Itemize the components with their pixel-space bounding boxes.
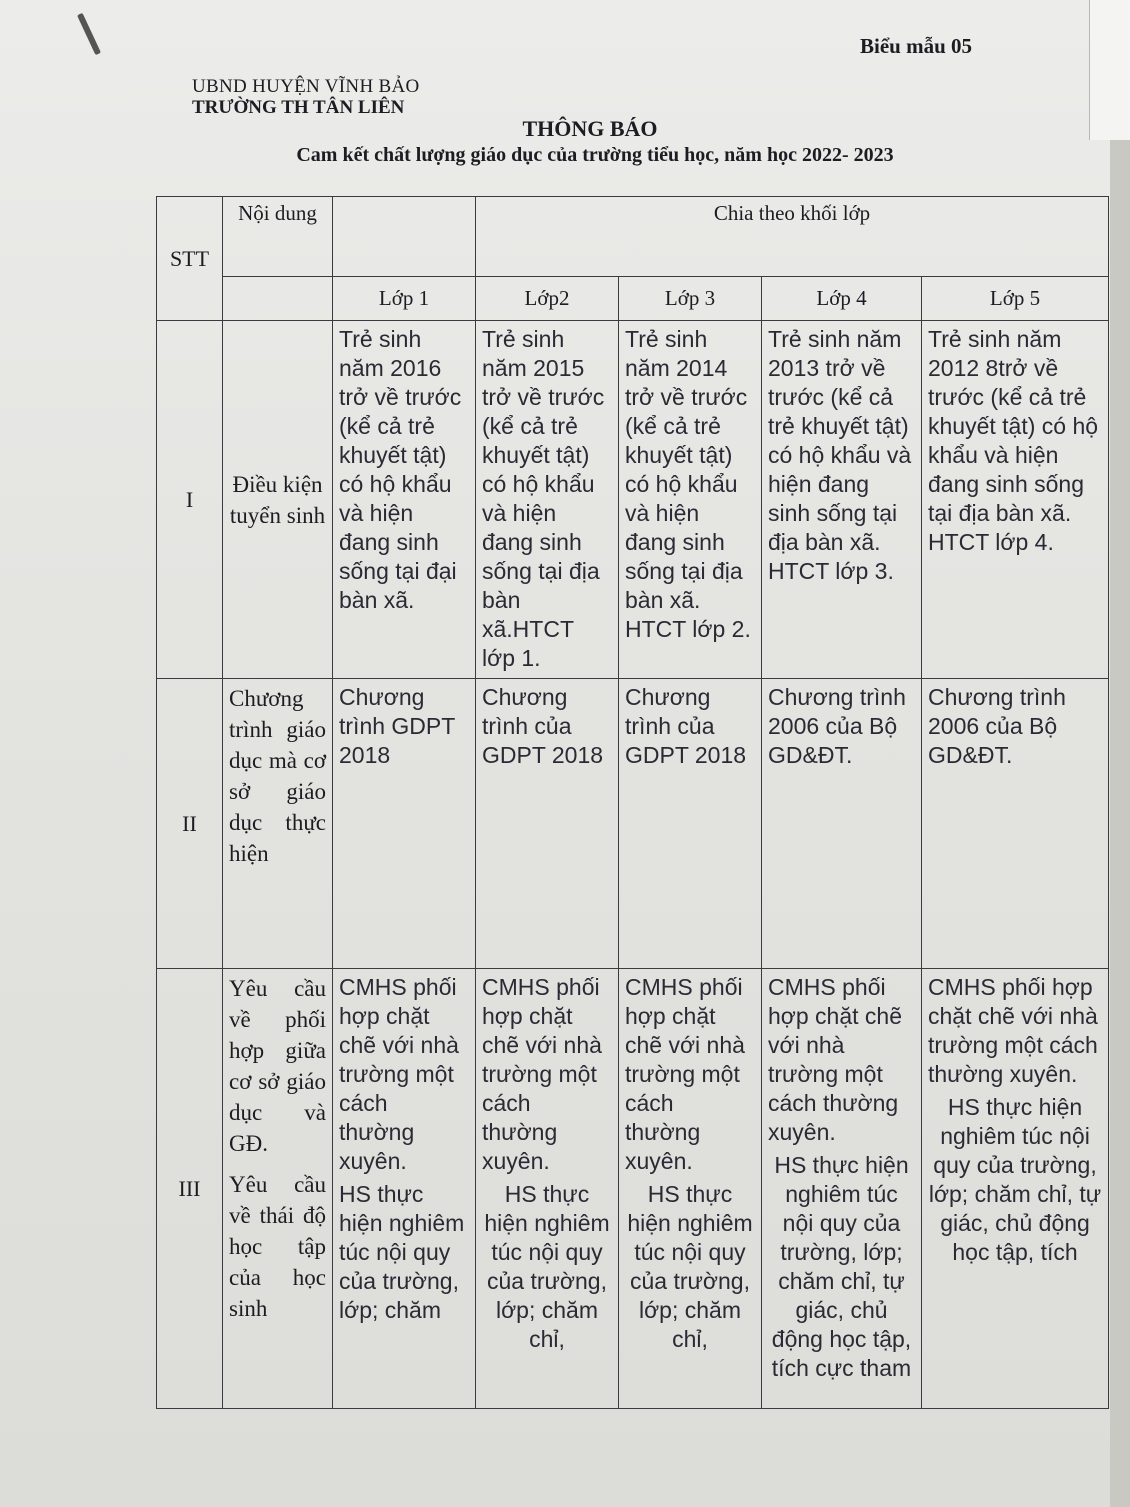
header-content: Nội dung — [223, 197, 333, 277]
header-grade-1: Lớp 1 — [333, 277, 476, 321]
header-grade-5: Lớp 5 — [922, 277, 1109, 321]
row-1-grade-2: Trẻ sinh năm 2015 trở về trước (kể cả trẻ khuyết tật) có hộ khẩu và hiện đang sinh sống tại địa bàn xã.HTCT lớp 1. — [476, 321, 619, 679]
row-2-grade-1: Chương trình GDPT 2018 — [333, 679, 476, 969]
row-2-grade-2: Chương trình của GDPT 2018 — [476, 679, 619, 969]
row-3-grade-5-parent: CMHS phối hợp chặt chẽ với nhà trường một cách thường xuyên. — [928, 974, 1098, 1087]
row-3-grade-3-student: HS thực hiện nghiêm túc nội quy của trường, lớp; chăm chỉ, — [627, 1181, 753, 1352]
header-grade-2: Lớp2 — [476, 277, 619, 321]
row-3-grade-1-parent: CMHS phối hợp chặt chẽ với nhà trường một cách thường xuyên. — [339, 974, 459, 1174]
header-stt: STT — [157, 197, 223, 321]
header-grade-group: Chia theo khối lớp — [476, 197, 1109, 277]
row-3-label-attitude: Yêu cầu về thái độ học tập của học sinh — [229, 1172, 326, 1321]
row-3-grade-2-student: HS thực hiện nghiêm túc nội quy của trường, lớp; chăm chỉ, — [484, 1181, 610, 1352]
row-1-grade-5: Trẻ sinh năm 2012 8trở về trước (kể cả trẻ khuyết tật) có hộ khẩu và hiện đang sinh sống tại địa bàn xã. HTCT lớp 4. — [922, 321, 1109, 679]
row-2-grade-5: Chương trình 2006 của Bộ GD&ĐT. — [922, 679, 1109, 969]
row-3-grade-5 — [922, 969, 1109, 1409]
row-3-grade-2-parent: CMHS phối hợp chặt chẽ với nhà trường một cách thường xuyên. — [482, 974, 602, 1174]
row-3-grade-4 — [762, 969, 922, 1409]
row-3-grade-2 — [476, 969, 619, 1409]
document-title: THÔNG BÁO — [522, 116, 658, 141]
row-3-stt: III — [157, 969, 223, 1409]
row-3-label-coordination: Yêu cầu về phối hợp giữa cơ sở giáo dục và GĐ. — [229, 976, 326, 1156]
header-content-blank — [223, 277, 333, 321]
row-1-grade-1: Trẻ sinh năm 2016 trở về trước (kể cả trẻ khuyết tật) có hộ khẩu và hiện đang sinh sống tại đại bàn xã. — [333, 321, 476, 679]
row-3-grade-1-student: HS thực hiện nghiêm túc nội quy của trường, lớp; chăm — [339, 1181, 465, 1323]
document-subtitle: Cam kết chất lượng giáo dục của trường tiểu học, năm học 2022- 2023 — [296, 144, 894, 166]
header-grade-4: Lớp 4 — [762, 277, 922, 321]
row-2-stt: II — [157, 679, 223, 969]
row-3-grade-1 — [333, 969, 476, 1409]
row-1-stt: I — [157, 321, 223, 679]
row-1-grade-3: Trẻ sinh năm 2014 trở về trước (kể cả trẻ khuyết tật) có hộ khẩu và hiện đang sinh sống tại địa bàn xã. HTCT lớp 2. — [619, 321, 762, 679]
commitment-table — [156, 196, 1109, 1409]
org-name-district: UBND HUYỆN VĨNH BẢO — [192, 76, 420, 97]
row-3-label — [223, 969, 333, 1409]
row-2-label: Chương trình giáo dục mà cơ sở giáo dục thực hiện — [223, 679, 333, 969]
row-3-grade-4-parent: CMHS phối hợp chặt chẽ với nhà trường một cách thường xuyên. — [768, 974, 903, 1145]
row-3-grade-4-student: HS thực hiện nghiêm túc nội quy của trường, lớp; chăm chỉ, tự giác, chủ động học tập, tích cực tham — [771, 1152, 912, 1381]
row-3-grade-3-parent: CMHS phối hợp chặt chẽ với nhà trường một cách thường xuyên. — [625, 974, 745, 1174]
header-blank — [333, 197, 476, 277]
header-grade-3: Lớp 3 — [619, 277, 762, 321]
row-2-grade-4: Chương trình 2006 của Bộ GD&ĐT. — [762, 679, 922, 969]
row-3-grade-5-student: HS thực hiện nghiêm túc nội quy của trường, lớp; chăm chỉ, tự giác, chủ động học tập, tích — [928, 1094, 1102, 1265]
org-name-school: TRƯỜNG TH TÂN LIÊN — [192, 97, 405, 118]
row-3-grade-3 — [619, 969, 762, 1409]
row-1-grade-4: Trẻ sinh năm 2013 trở về trước (kể cả trẻ khuyết tật) có hộ khẩu và hiện đang sinh sống tại địa bàn xã. HTCT lớp 3. — [762, 321, 922, 679]
row-2-grade-3: Chương trình của GDPT 2018 — [619, 679, 762, 969]
form-number: Biểu mẫu 05 — [860, 34, 973, 58]
row-1-label: Điều kiện tuyển sinh — [223, 321, 333, 679]
